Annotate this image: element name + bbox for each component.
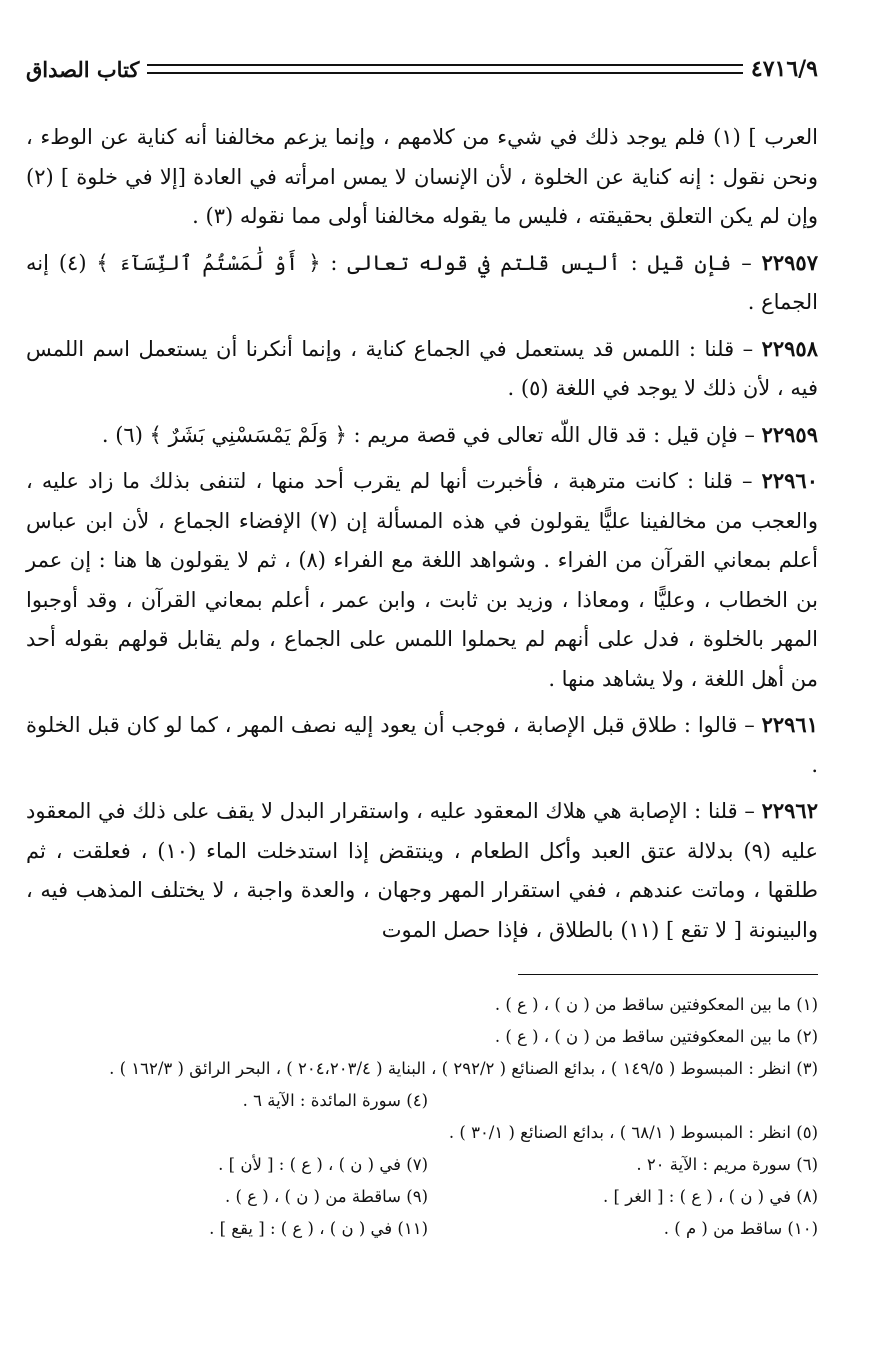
main-text	[26, 118, 818, 950]
footnotes	[26, 989, 818, 1245]
page-header	[26, 48, 818, 90]
paragraph	[26, 118, 818, 237]
paragraph-text: – قلنا : الإصابة هي هلاك المعقود عليه ، واستقرار البدل لا يقف على ذلك في المعقود عليه (٩) بدلالة عتق العبد وأكل الطعام ، وينتقض إذا استدخلت الماء (١٠) ، فعلقت ، ثم طلقها ، وماتت عندهم ، ففي استقرار المهر وجهان ، والعدة واجبة ، لا يختلف المذهب فيه ، والبينونة [ لا تقع ] (١١) بالطلاق ، فإذا حصل الموت	[26, 799, 819, 942]
footnote: (٨) في ( ن ) ، ( ع ) : [ الغر ] .	[603, 1187, 818, 1206]
paragraph-text: – قلنا : اللمس قد يستعمل في الجماع كناية ، وإنما أنكرنا أن يستعمل اسم اللمس فيه ، لأن ذلك لا يوجد في اللغة (٥) .	[26, 336, 818, 400]
paragraph-text: – فإن قيل : أليس قلتم في قوله تعالى : ﴿ أَوْ لَٰمَسْتُمُ ٱلنِّسَآءَ ﴾ (٤) إنه الجماع .	[26, 250, 818, 314]
paragraph-number: ٢٢٩٥٩	[761, 421, 818, 447]
paragraph-number: ٢٢٩٥٨	[761, 335, 818, 361]
footnote: (٩) ساقطة من ( ن ) ، ( ع ) .	[225, 1187, 428, 1206]
paragraph	[26, 243, 818, 323]
footnote-spacer	[428, 1085, 818, 1117]
paragraph	[26, 329, 818, 409]
paragraph-text: – قالوا : طلاق قبل الإصابة ، فوجب أن يعود إليه نصف المهر ، كما لو كان قبل الخلوة .	[26, 713, 818, 777]
paragraph	[26, 791, 818, 950]
footnote: (٣) انظر : المبسوط ( ١٤٩/٥ ) ، بدائع الصنائع ( ٢٩٢/٢ ) ، البناية ( ٢٠٤،٢٠٣/٤ ) ، البحر الرائق ( ١٦٢/٣ ) .	[109, 1059, 818, 1078]
footnote-row	[26, 1213, 818, 1245]
footnote: (٥) انظر : المبسوط ( ٦٨/١ ) ، بدائع الصنائع ( ٣٠/١ ) .	[448, 1123, 818, 1142]
paragraph-number: ٢٢٩٥٧	[761, 249, 818, 275]
paragraph	[26, 415, 818, 456]
footnote-row	[26, 1085, 818, 1117]
footnote: (٤) سورة المائدة : الآية ٦ .	[242, 1091, 428, 1110]
book-title: كتاب الصداق	[26, 56, 140, 82]
header-rule	[147, 64, 742, 74]
footnote-row	[26, 1181, 818, 1213]
footnote: (١٠) ساقط من ( م ) .	[663, 1219, 818, 1238]
footnote-row	[26, 1149, 818, 1181]
footnote: (٧) في ( ن ) ، ( ع ) : [ لأن ] .	[218, 1155, 428, 1174]
paragraph-number: ٢٢٩٦٠	[761, 468, 818, 493]
paragraph	[26, 705, 818, 785]
footnote: (١) ما بين المعكوفتين ساقط من ( ن ) ، ( ع ) .	[494, 995, 818, 1014]
footnote: (١١) في ( ن ) ، ( ع ) : [ يقع ] .	[209, 1219, 428, 1238]
paragraph-text: العرب ] (١) فلم يوجد ذلك في شيء من كلامهم ، وإنما يزعم مخالفنا أنه كناية عن الوطء ، ونحن نقول : إنه كناية عن الخلوة ، لأن الإنسان لا يمس امرأته في العادة [إلا في خلوة ] (٢) وإن لم يكن التعلق بحقيقته ، فليس ما يقوله مخالفنا أولى مما نقوله (٣) .	[26, 125, 818, 228]
footnote-divider	[518, 974, 818, 975]
page-number: ٤٧١٦/٩	[750, 56, 818, 82]
paragraph-number: ٢٢٩٦١	[761, 712, 818, 737]
document-page	[26, 48, 818, 1245]
paragraph-text: – قلنا : كانت مترهبة ، فأخبرت أنها لم يقرب أحد منها ، لتنفى بذلك ما زاد عليه ، والعجب من مخالفينا عليًّا يقولون في هذه المسألة إن (٧) الإفضاء الجماع ، لأن ابن عباس أعلم بمعاني القرآن من الفراء . وشواهد اللغة مع الفراء (٨) ، ثم لا يقولون ها هنا : إن عمر بن الخطاب ، وعليًّا ، ومعاذا ، وزيد بن ثابت ، وابن عمر ، أعلم بمعاني القرآن ، وقد أوجبوا المهر بالخلوة ، فدل على أنهم لم يحملوا اللمس على الجماع ، ولم يقابل قولهم بقوله أحد من أهل اللغة ، ولا يشاهد منها .	[26, 469, 819, 691]
paragraph	[26, 461, 818, 699]
paragraph-text: – فإن قيل : قد قال اللّه تعالى في قصة مريم : ﴿ وَلَمْ يَمْسَسْنِي بَشَرٌ ﴾ (٦) .	[101, 422, 762, 447]
footnote: (٦) سورة مريم : الآية ٢٠ .	[636, 1155, 818, 1174]
footnote: (٢) ما بين المعكوفتين ساقط من ( ن ) ، ( ع ) .	[494, 1027, 818, 1046]
paragraph-number: ٢٢٩٦٢	[761, 798, 818, 823]
